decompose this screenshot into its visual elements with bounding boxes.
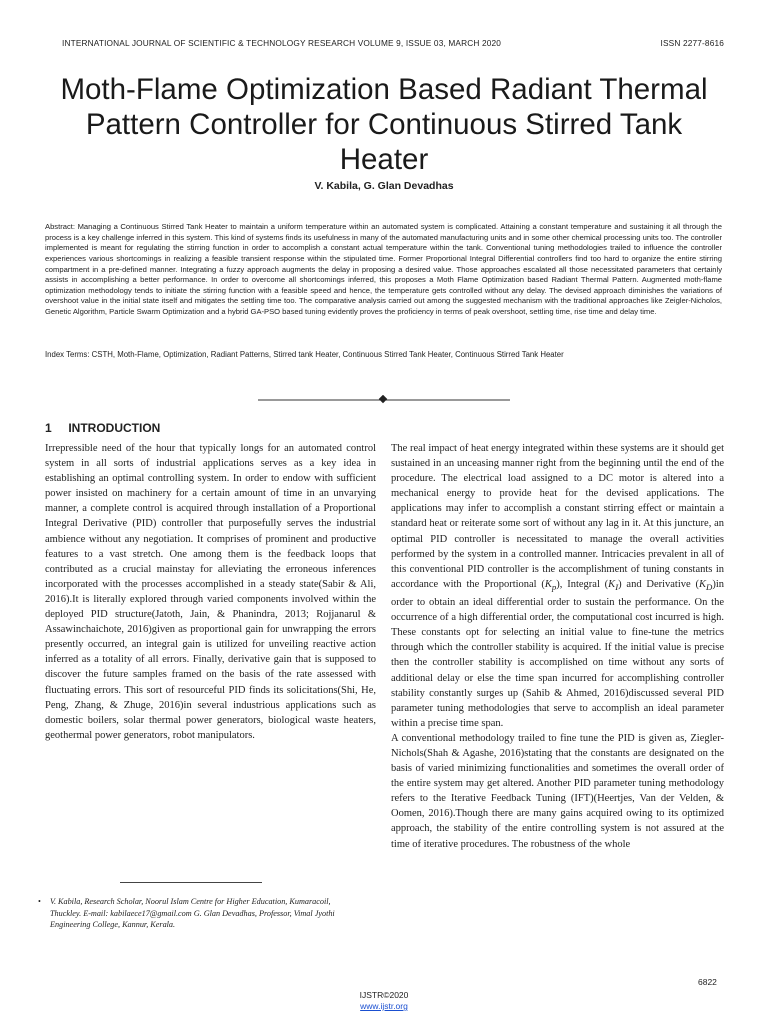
abstract: Abstract: Managing a Continuous Stirred Tank Heater to maintain a uniform temperature within an automated system is complicated. Attaining a constant temperature and sustaining it all through the process is a key challenge inferred in this system. This kind of systems finds its usefulness in many of the automated manufacturing units and in some other chemical processing units too. The controller implemented is meant for regulating the stirring function in order to accomplish a constant actual temperature within the tank. Conventional tuning methodologies trailed to influence the controller experiences various shortcomings in realizing a feasible transient response within the stipulated time. Former Proportional Integral Differential controllers find too hard to organize the entire stirring compartment in a pre-defined manner. Integrating a fuzzy approach augments the delay in proposing a desired value. Those approaches escalated all those necessitated parameters that certainly assists in accomplishing a better performance. In order to overcome all shortcomings inferred, this proposes a Moth Flame Optimization based Radiant Thermal Pattern. Augmented moth-flame optimization methodology tends to initiate the stirring function with a feasible speed and hence, the temperature gets controlled without any delay. The devised approach diminishes the variations of overshoot value in the initial state itself and mitigates the settling time too. The comparative analysis carried out among the suggested mechanism with the traditional approaches like Zeigler-Nicholos, Genetic Algorithm, Particle Swarm Optimization and a hybrid GA-PSO based tuning evidently proves the proficiency in terms of peak overshoot, settling time, rise time and delay time. <box>45 222 722 316</box>
journal-header <box>62 38 724 48</box>
section-heading <box>45 421 160 435</box>
section-number: 1 <box>45 421 52 435</box>
section-title: INTRODUCTION <box>68 421 161 435</box>
footnote-rule <box>120 882 262 883</box>
footer-link[interactable]: www.ijstr.org <box>360 1001 408 1011</box>
text-run: The real impact of heat energy integrated within these systems are it should get sustained in an unceasing manner right from the beginning until the end of the procedure. The electrical load assigned to a DC motor is altered into a mechanical energy to provide heat for the devised applications. The applications may infer to accomplish a constant stirring effect or maintain a standard heat or reiterate some sort of without any lag in it. At this juncture, an optimal PID controller is necessitated to manage the overall activities performed by the system in a controlled manner. Intricacies prevalent in all of this conventional PID controller is the accomplishment of tuning constants in accordance with the Proportional ( <box>391 443 724 590</box>
title-line: Heater <box>339 143 429 176</box>
journal-name: INTERNATIONAL JOURNAL OF SCIENTIFIC & TECHNOLOGY RESEARCH VOLUME 9, ISSUE 03, MARCH 2020 <box>62 38 502 48</box>
text-run: ) and Derivative ( <box>618 578 699 590</box>
left-column <box>45 441 376 743</box>
page-number: 6822 <box>698 977 717 987</box>
paper-title <box>20 72 748 177</box>
title-line: Moth-Flame Optimization Based Radiant Thermal <box>60 73 708 106</box>
section-separator <box>258 395 510 405</box>
paragraph: Irrepressible need of the hour that typically longs for an automated control system in all sorts of industrial applications serves as a key idea in establishing an optimal controlling system. In order to endow with sufficient power insisted on machinery for a certain amount of time in an unvarying manner, a complete control is acquired through installation of a Proportional Integral Derivative (PID) controller that purposefully serves the industrial ambience without any negotiation. It comprises of prominent and productive features to a vast stretch. One among them is the feedback loops that contributed as a crucial mainstay for alleviating the erroneous inferences incorporated with the processes accomplished in a steady state(Sabir & Ali, 2016).It is literally explored through varied components involved within the deployed PID structure(Jatoth, Jain, & Phanindra, 2013; Rojjanarul & Assawinchaichote, 2016)given as proportional gain for unwrapping the errors presently occurred, an integral gain is utilized for unveiling reactive action inferred as a totality of all errors. Finally, derivative gain that is supposed to discover the future samples framed on the basis of the rate assessed with fluctuating errors. This sort of resourceful PID finds its solicitations(Shi, He, Peng, Zhang, & Zhuge, 2016)in several industrious applications such as domestic boilers, solar thermal power generators, biological waste heaters, geothermal power generators, robot manipulators. <box>45 443 376 741</box>
text-run: ), Integral ( <box>556 578 609 590</box>
paragraph: A conventional methodology trailed to fine tune the PID is given as, Ziegler-Nichols(Shah & Agashe, 2016)stating that the constants are designated on the basis of varied minimizing functionalities and sometimes the overall order of the entire system may get altered. Another PID parameter tuning methodology refers to the Iterative Feedback Tuning (IFT)(Heertjes, Van der Velden, & Oomen, 2016).Though there are many gains acquired owing to its optimized approach, the stability of the entire controlling system is not assured at the time of iterative procedures. The robustness of the whole <box>391 732 724 850</box>
index-terms: Index Terms: CSTH, Moth-Flame, Optimization, Radiant Patterns, Stirred tank Heater, Continuous Stirred Tank Heater, Continuous Stirred Tank Heater <box>45 350 564 359</box>
ki-symbol: $K_I$ <box>608 578 619 592</box>
authors: V. Kabila, G. Glan Devadhas <box>314 180 454 192</box>
text-run: )in order to obtain an ideal differential order to sustain the performance. On the occurrence of a high differential order, the computational cost incurred is high. These constants opt for selecting an initial value to fine-tune the metrics through which the controller stability is acquired. If the initial value is precise then the controller stability is accomplished on time without any sorts of additional delay or else the time span incurred for accomplishing controller stability constantly surges up (Sahib & Ahmed, 2016)discussed several PID parameter tuning methodologies that serve to accomplish an ideal parameter within a precise time span. <box>391 578 724 729</box>
footer-copyright: IJSTR©2020 <box>359 990 409 1000</box>
footnote <box>38 896 358 931</box>
title-line: Pattern Controller for Continuous Stirred Tank <box>85 108 683 141</box>
paragraph <box>391 441 724 731</box>
author-affiliations: V. Kabila, Research Scholar, Noorul Islam Centre for Higher Education, Kumaracoil, Thuckley. E-mail: kabilaece17@gmail.com G. Glan Devadhas, Professor, Vimal Jyothi Engineering College, Kannur, Kerala. <box>50 897 335 930</box>
kd-symbol: $K_D$ <box>698 578 713 592</box>
bullet-icon: • <box>38 897 41 906</box>
issn: ISSN 2277-8616 <box>660 38 724 48</box>
right-column <box>391 441 724 852</box>
kp-symbol: $K_p$ <box>544 578 557 592</box>
